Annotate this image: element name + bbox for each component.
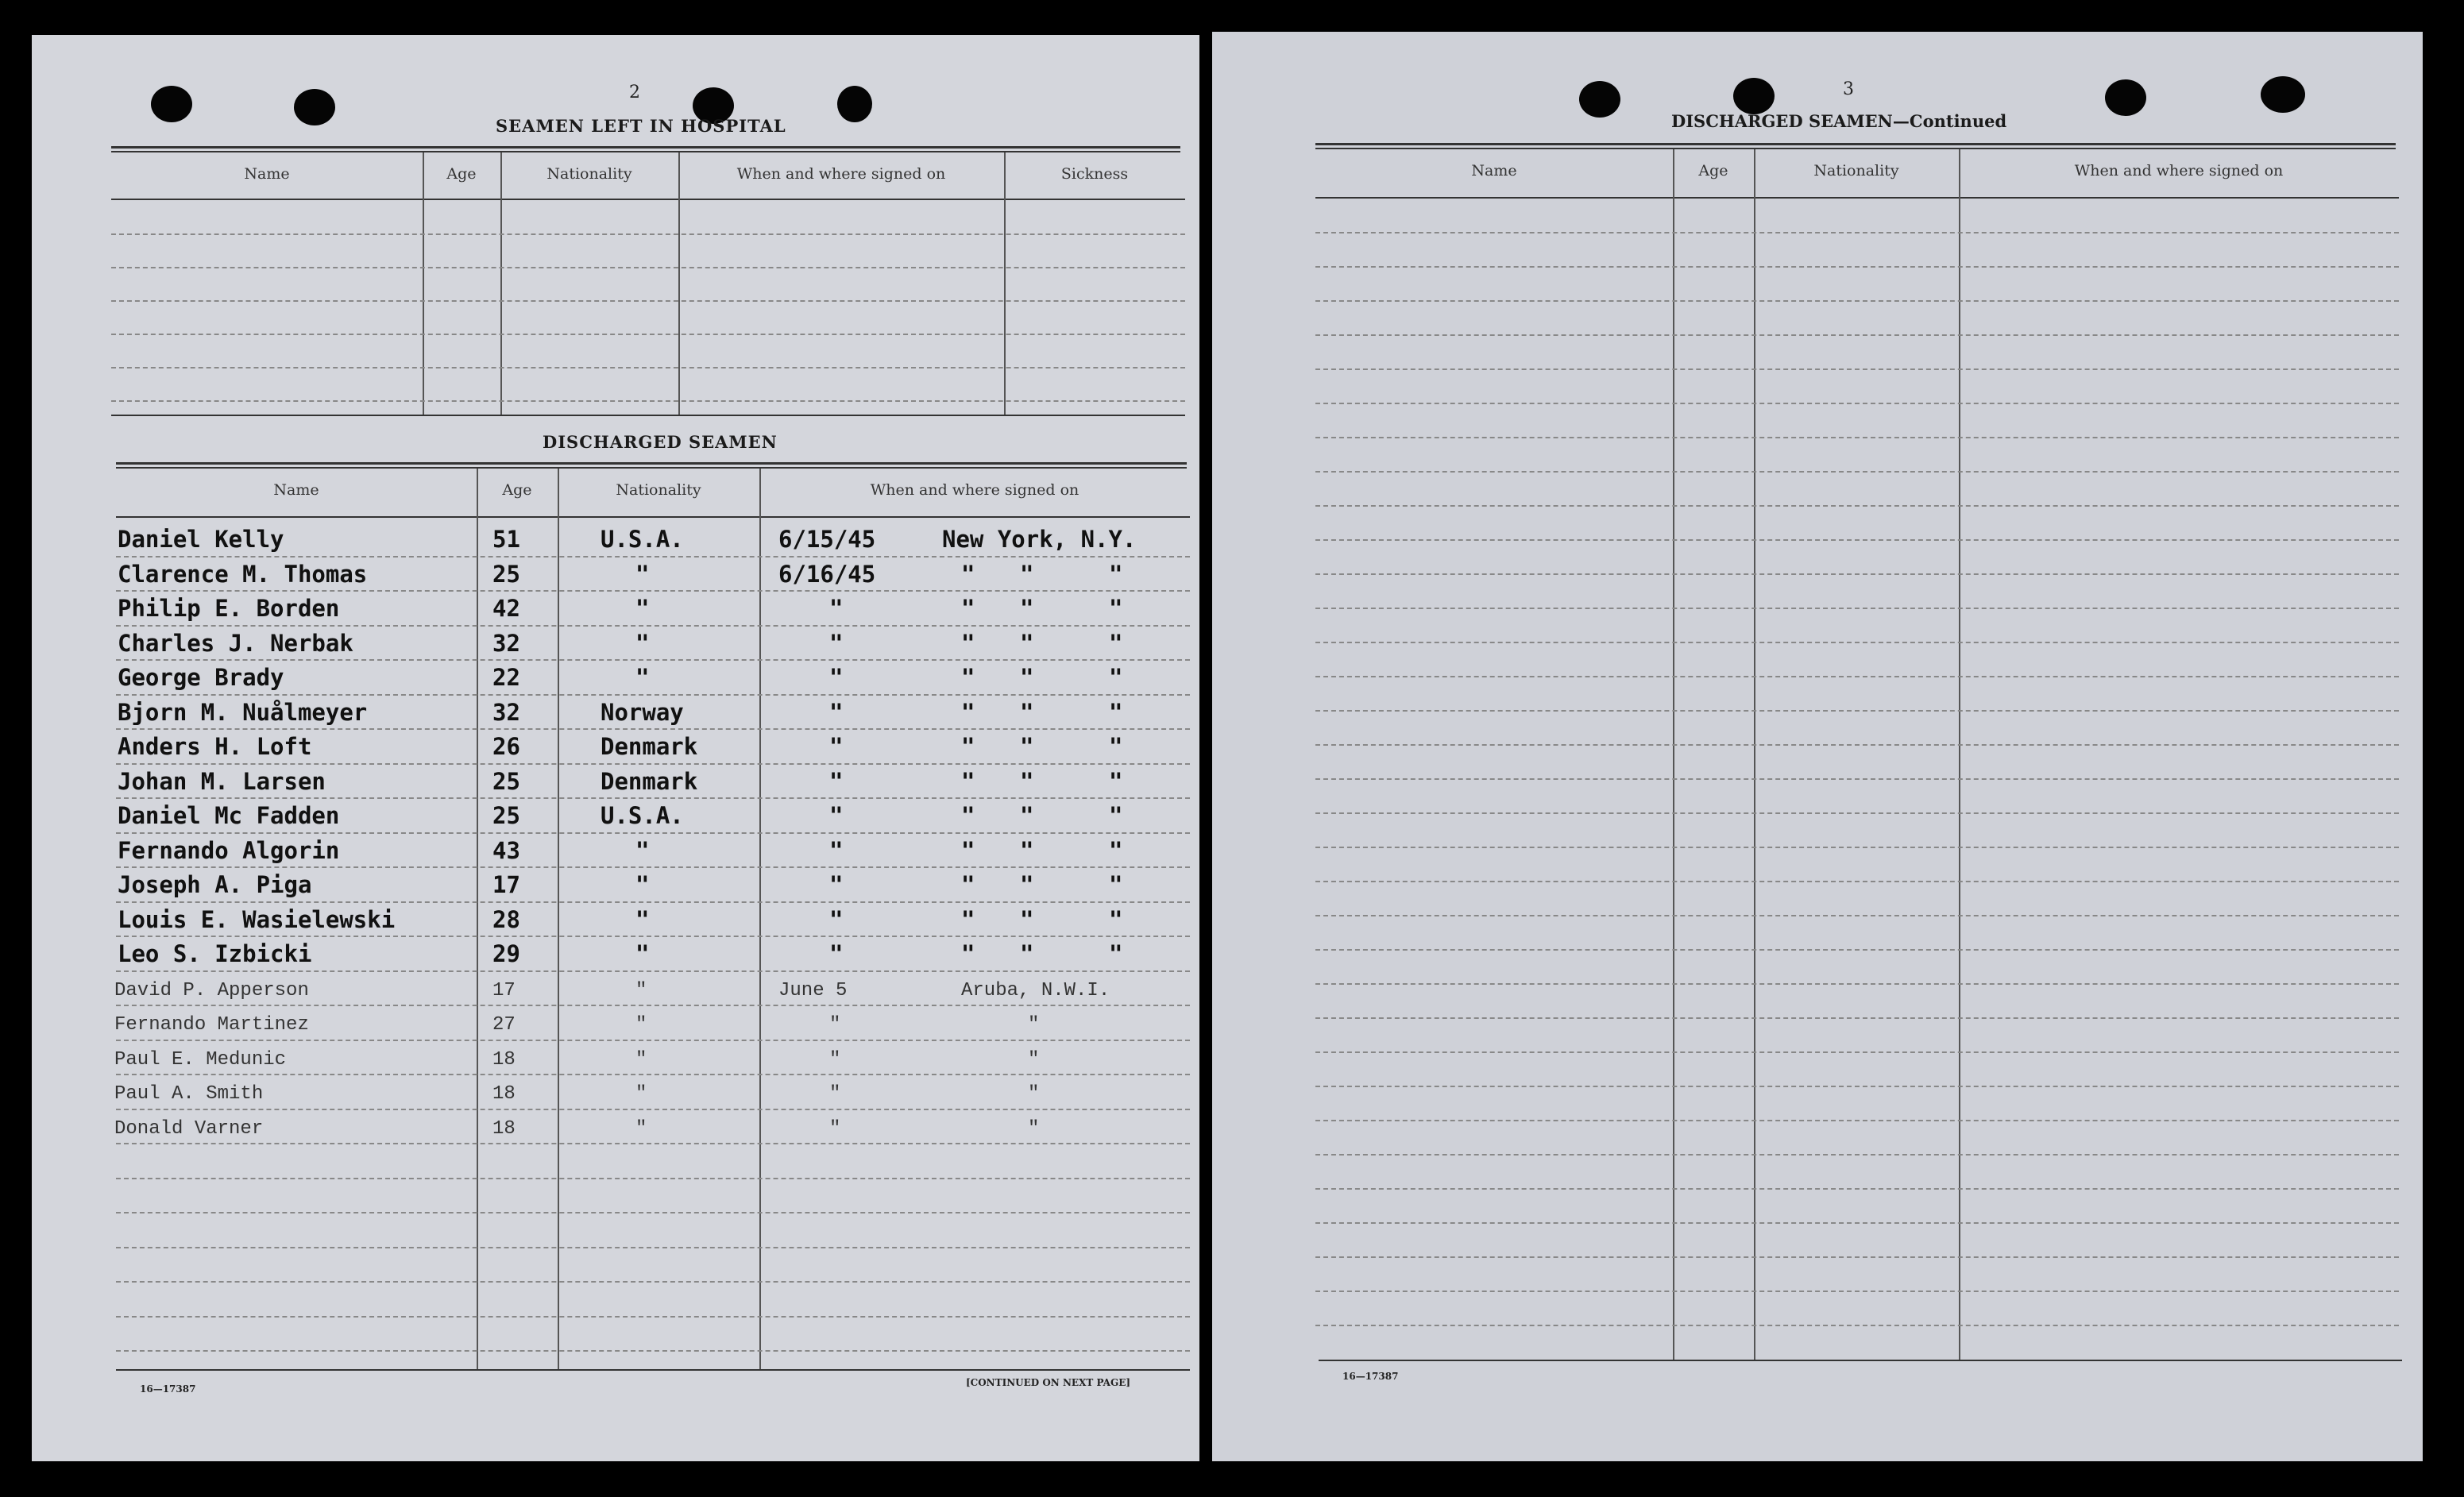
signed-on-place: New York, N.Y. (942, 526, 1137, 553)
ditto-mark: " (1028, 1118, 1040, 1140)
row-rule (1315, 812, 2399, 814)
signed-on-date: " (829, 733, 844, 760)
header-rule (1315, 197, 2399, 199)
seaman-name: Charles J. Nerbak (118, 630, 353, 657)
row-rule (111, 233, 1185, 235)
row-rule (116, 936, 1190, 937)
row-rule (116, 763, 1190, 765)
seaman-name: Johan M. Larsen (118, 768, 326, 795)
row-rule (116, 1178, 1190, 1179)
row-rule (116, 728, 1190, 730)
table-rule (111, 151, 1180, 152)
table-rule (116, 462, 1187, 465)
seaman-nationality: " (635, 980, 647, 1001)
seaman-name: Fernando Algorin (118, 837, 340, 864)
seaman-age: 32 (492, 699, 520, 726)
row-rule (116, 694, 1190, 696)
seaman-age: 22 (492, 664, 520, 691)
signed-on-date: " (829, 630, 844, 657)
continued-section-title (1671, 111, 2006, 131)
table-rule (111, 146, 1180, 149)
column-divider (500, 152, 502, 415)
signed-on-date: " (829, 1049, 841, 1071)
table-bottom-rule (111, 415, 1185, 416)
ditto-mark: " (1109, 768, 1123, 795)
row-rule (1315, 368, 2399, 370)
column-header: When and where signed on (736, 165, 946, 183)
seaman-nationality: " (635, 1014, 647, 1036)
seaman-age: 17 (492, 980, 516, 1001)
seaman-age: 26 (492, 733, 520, 760)
ditto-mark: " (1020, 837, 1034, 864)
discharged-section-title: DISCHARGED SEAMEN (543, 432, 778, 452)
form-number: 16—17387 (140, 1383, 196, 1395)
row-rule (1315, 949, 2399, 951)
row-rule (1315, 915, 2399, 916)
seaman-age: 18 (492, 1118, 516, 1140)
seaman-name: Daniel Mc Fadden (118, 802, 340, 829)
row-rule (1315, 642, 2399, 643)
ditto-mark: " (1109, 664, 1123, 691)
row-rule (1315, 471, 2399, 473)
ditto-mark: " (1020, 630, 1034, 657)
seaman-age: 28 (492, 906, 520, 933)
punch-hole (837, 86, 872, 122)
seaman-age: 29 (492, 940, 520, 967)
row-rule (111, 400, 1185, 402)
signed-on-date: " (829, 699, 844, 726)
row-rule (116, 1247, 1190, 1248)
table-bottom-rule (1319, 1360, 2402, 1361)
row-rule (1315, 505, 2399, 507)
column-divider (423, 152, 424, 415)
seaman-age: 42 (492, 595, 520, 622)
row-rule (1315, 1325, 2399, 1326)
seaman-nationality: " (635, 1118, 647, 1140)
ditto-mark: " (1028, 1014, 1040, 1036)
row-rule (116, 1040, 1190, 1041)
ditto-mark: " (1109, 802, 1123, 829)
seaman-nationality: " (635, 940, 650, 967)
ditto-mark: " (1109, 595, 1123, 622)
header-rule (116, 516, 1190, 518)
left-page (32, 35, 1199, 1461)
ditto-mark: " (961, 664, 975, 691)
signed-on-date: " (829, 1014, 841, 1036)
ditto-mark: " (1109, 871, 1123, 898)
ditto-mark: " (1109, 906, 1123, 933)
seaman-age: 27 (492, 1014, 516, 1036)
seaman-age: 25 (492, 802, 520, 829)
ditto-mark: " (1020, 595, 1034, 622)
seaman-nationality: " (635, 837, 650, 864)
column-header: Age (1698, 162, 1728, 179)
title-continued: —Continued (1892, 111, 2007, 131)
row-rule (1315, 437, 2399, 438)
column-divider (1959, 149, 1960, 1360)
column-header: Nationality (1813, 162, 1899, 179)
ditto-mark: " (961, 871, 975, 898)
ditto-mark: " (1028, 1083, 1040, 1105)
column-header: When and where signed on (2074, 162, 2284, 179)
ditto-mark: " (1020, 871, 1034, 898)
row-rule (1315, 1120, 2399, 1121)
punch-hole (1733, 78, 1775, 114)
signed-on-date: 6/16/45 (778, 561, 876, 588)
seaman-nationality: " (635, 630, 650, 657)
row-rule (116, 901, 1190, 903)
seaman-name: Bjorn M. Nuålmeyer (118, 699, 368, 726)
seaman-age: 18 (492, 1083, 516, 1105)
seaman-nationality: " (635, 871, 650, 898)
seaman-name: Fernando Martinez (114, 1014, 309, 1036)
seaman-nationality: " (635, 561, 650, 588)
seaman-name: Clarence M. Thomas (118, 561, 368, 588)
ditto-mark: " (1109, 733, 1123, 760)
signed-on-date: " (829, 940, 844, 967)
punch-hole (294, 89, 335, 125)
ditto-mark: " (961, 561, 975, 588)
row-rule (1315, 847, 2399, 848)
row-rule (1315, 1256, 2399, 1258)
column-divider (1004, 152, 1006, 415)
seaman-name: Joseph A. Piga (118, 871, 312, 898)
signed-on-date: " (829, 837, 844, 864)
ditto-mark: " (1020, 940, 1034, 967)
seaman-name: Daniel Kelly (118, 526, 284, 553)
seaman-nationality: " (635, 1083, 647, 1105)
row-rule (111, 367, 1185, 368)
column-header: Name (1471, 162, 1517, 179)
seaman-age: 25 (492, 768, 520, 795)
column-header: Name (244, 165, 290, 183)
signed-on-date: " (829, 871, 844, 898)
row-rule (1315, 403, 2399, 404)
seaman-nationality: U.S.A. (601, 802, 684, 829)
ditto-mark: " (961, 595, 975, 622)
row-rule (1315, 676, 2399, 677)
ditto-mark: " (1020, 699, 1034, 726)
column-header: Sickness (1060, 165, 1129, 183)
signed-on-date: " (829, 664, 844, 691)
seaman-age: 43 (492, 837, 520, 864)
seaman-nationality: " (635, 1049, 647, 1071)
column-divider (558, 469, 559, 1369)
seaman-name: Louis E. Wasielewski (118, 906, 396, 933)
row-rule (116, 659, 1190, 661)
seaman-name: Paul A. Smith (114, 1083, 264, 1105)
seaman-age: 17 (492, 871, 520, 898)
ditto-mark: " (961, 630, 975, 657)
row-rule (116, 625, 1190, 627)
row-rule (116, 1005, 1190, 1006)
column-divider (678, 152, 680, 415)
row-rule (1315, 881, 2399, 882)
row-rule (1315, 744, 2399, 746)
signed-on-date: " (829, 768, 844, 795)
title-main: DISCHARGED SEAMEN (1671, 111, 1893, 131)
row-rule (111, 267, 1185, 268)
row-rule (1315, 573, 2399, 575)
column-header: Nationality (546, 165, 632, 183)
seaman-nationality: " (635, 906, 650, 933)
ditto-mark: " (1020, 906, 1034, 933)
row-rule (1315, 1154, 2399, 1156)
punch-hole (1579, 81, 1620, 118)
ditto-mark: " (1020, 768, 1034, 795)
ditto-mark: " (1109, 940, 1123, 967)
row-rule (1315, 608, 2399, 609)
row-rule (1315, 778, 2399, 780)
seaman-nationality: Denmark (601, 768, 698, 795)
column-divider (477, 469, 478, 1369)
row-rule (116, 866, 1190, 868)
ditto-mark: " (961, 837, 975, 864)
seaman-name: Leo S. Izbicki (118, 940, 312, 967)
seaman-name: Anders H. Loft (118, 733, 312, 760)
table-rule (1315, 143, 2396, 145)
column-divider (1673, 149, 1674, 1360)
row-rule (116, 797, 1190, 799)
row-rule (1315, 266, 2399, 268)
header-rule (111, 199, 1185, 200)
ditto-mark: " (1020, 802, 1034, 829)
seaman-nationality: Denmark (601, 733, 698, 760)
ditto-mark: " (1020, 561, 1034, 588)
seaman-age: 51 (492, 526, 520, 553)
seaman-age: 25 (492, 561, 520, 588)
column-header: Nationality (616, 481, 701, 499)
ditto-mark: " (961, 940, 975, 967)
seaman-age: 18 (492, 1049, 516, 1071)
seaman-age: 32 (492, 630, 520, 657)
table-rule (1315, 148, 2396, 149)
punch-hole (151, 86, 192, 122)
row-rule (1315, 1051, 2399, 1053)
row-rule (1315, 539, 2399, 541)
seaman-nationality: " (635, 664, 650, 691)
seaman-name: David P. Apperson (114, 980, 309, 1001)
row-rule (116, 1281, 1190, 1283)
row-rule (116, 832, 1190, 834)
seaman-name: George Brady (118, 664, 284, 691)
row-rule (116, 1109, 1190, 1110)
seaman-nationality: " (635, 595, 650, 622)
ditto-mark: " (961, 768, 975, 795)
ditto-mark: " (1109, 699, 1123, 726)
row-rule (116, 970, 1190, 972)
row-rule (116, 1212, 1190, 1213)
right-page (1212, 32, 2423, 1461)
signed-on-date: " (829, 1083, 841, 1105)
row-rule (1315, 1188, 2399, 1190)
row-rule (111, 300, 1185, 302)
punch-hole (2261, 76, 2305, 113)
row-rule (1315, 1222, 2399, 1224)
seaman-name: Philip E. Borden (118, 595, 340, 622)
table-rule (116, 467, 1187, 469)
signed-on-date: " (829, 1118, 841, 1140)
row-rule (1315, 334, 2399, 336)
ditto-mark: " (1028, 1049, 1040, 1071)
seaman-name: Donald Varner (114, 1118, 264, 1140)
row-rule (116, 590, 1190, 592)
signed-on-place: Aruba, N.W.I. (961, 980, 1110, 1001)
row-rule (116, 1143, 1190, 1144)
ditto-mark: " (961, 733, 975, 760)
row-rule (1315, 300, 2399, 302)
continued-note: [CONTINUED ON NEXT PAGE] (966, 1377, 1131, 1388)
column-divider (759, 469, 761, 1369)
seaman-name: Paul E. Medunic (114, 1049, 287, 1071)
signed-on-date: June 5 (778, 980, 848, 1001)
ditto-mark: " (1020, 664, 1034, 691)
row-rule (116, 1316, 1190, 1318)
row-rule (111, 334, 1185, 335)
row-rule (1315, 232, 2399, 233)
ditto-mark: " (1109, 837, 1123, 864)
column-divider (1754, 149, 1755, 1360)
ditto-mark: " (1020, 733, 1034, 760)
row-rule (116, 556, 1190, 558)
column-header: Age (502, 481, 532, 499)
row-rule (1315, 1017, 2399, 1019)
page-number: 2 (629, 83, 640, 102)
page-number: 3 (1843, 79, 1854, 99)
column-header: Name (273, 481, 319, 499)
seaman-nationality: Norway (601, 699, 684, 726)
hospital-section-title: SEAMEN LEFT IN HOSPITAL (496, 116, 786, 136)
signed-on-date: 6/15/45 (778, 526, 876, 553)
ditto-mark: " (1109, 561, 1123, 588)
ditto-mark: " (961, 802, 975, 829)
ditto-mark: " (961, 699, 975, 726)
row-rule (116, 1074, 1190, 1075)
signed-on-date: " (829, 906, 844, 933)
row-rule (1315, 983, 2399, 985)
signed-on-date: " (829, 595, 844, 622)
signed-on-date: " (829, 802, 844, 829)
row-rule (1315, 1291, 2399, 1292)
form-number: 16—17387 (1342, 1371, 1399, 1382)
column-header: When and where signed on (870, 481, 1079, 499)
ditto-mark: " (961, 906, 975, 933)
ditto-mark: " (1109, 630, 1123, 657)
seaman-nationality: U.S.A. (601, 526, 684, 553)
column-header: Age (446, 165, 477, 183)
row-rule (1315, 710, 2399, 712)
row-rule (116, 1350, 1190, 1352)
table-bottom-rule (116, 1369, 1190, 1371)
row-rule (1315, 1086, 2399, 1087)
punch-hole (2105, 79, 2146, 116)
